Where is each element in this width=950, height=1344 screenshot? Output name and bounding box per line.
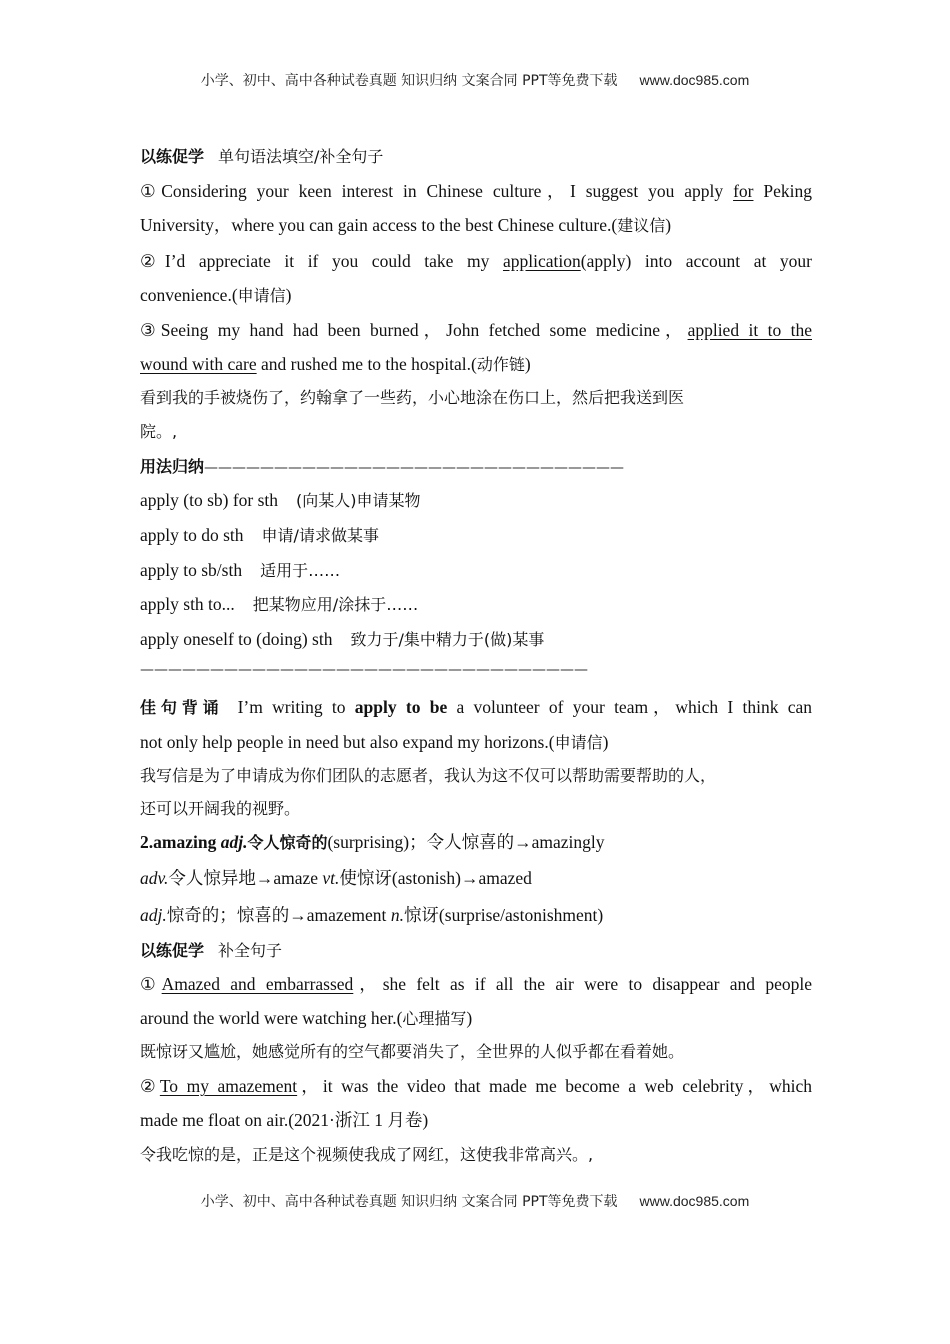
question-1-line2: around the world were watching her.(心理描写) <box>140 1008 473 1028</box>
tag: 动作链 <box>476 355 525 374</box>
answer-blank: wound with care <box>140 354 257 374</box>
usage-item: apply sth to... 把某物应用/涂抹于…… <box>140 594 419 614</box>
translation: 我写信是为了申请成为你们团队的志愿者，我认为这不仅可以帮助需要帮助的人， <box>140 766 717 785</box>
question-1-line1: ①Amazed and embarrassed，she felt as if all the air were to disappear and people <box>140 974 812 994</box>
usage-item: apply to do sth 申请/请求做某事 <box>140 525 379 545</box>
question-2-line1: ②I’d appreciate it if you could take my application(apply) into account at your <box>140 251 812 271</box>
question-1-line1: ①Considering your keen interest in Chinese culture，I suggest you apply for Peking <box>140 181 812 201</box>
tag: 申请信 <box>554 733 603 752</box>
usage-item: apply (to sb) for sth (向某人)申请某物 <box>140 490 421 510</box>
page-footer <box>0 1191 950 1211</box>
answer-blank: application <box>502 251 581 271</box>
question-3-line1: ③Seeing my hand had been burned，John fetched some medicine，applied it to the <box>140 320 812 340</box>
footer-text: 小学、初中、高中各种试卷真题 知识归纳 文案合同 PPT等免费下载 <box>200 1194 618 1210</box>
usage-title: 用法归纳 <box>140 457 205 476</box>
usage-item: apply oneself to (doing) sth 致力于/集中精力于(做)某事 <box>140 629 545 649</box>
good-sentence-line2: not only help people in need but also expand my horizons.(申请信) <box>140 732 609 752</box>
question-2-line2: convenience.(申请信) <box>140 285 292 305</box>
section-heading <box>140 938 812 963</box>
translation: 院。, <box>140 422 178 441</box>
section-subtitle: 单句语法填空/补全句子 <box>218 147 384 166</box>
header-url[interactable]: www.doc985.com <box>639 72 750 88</box>
section-subtitle: 补全句子 <box>218 941 283 960</box>
translation: 看到我的手被烧伤了，约翰拿了一些药，小心地涂在伤口上，然后把我送到医 <box>140 388 685 407</box>
divider: ———————————————————————————————— <box>140 662 588 678</box>
usage-heading: 用法归纳—————————————————————————————— <box>140 457 625 476</box>
answer-blank: for <box>733 181 754 201</box>
word-entry-line2: adv.令人惊异地→amaze vt.使惊讶(astonish)→amazed <box>140 868 532 888</box>
section-title: 以练促学 <box>140 941 205 960</box>
footer-url[interactable]: www.doc985.com <box>639 1193 750 1209</box>
tag: 心理描写 <box>402 1009 467 1028</box>
answer-blank: To my amazement <box>159 1076 298 1096</box>
question-1-line2: University，where you can gain access to the best Chinese culture.(建议信) <box>140 215 672 235</box>
word-entry-line1: 2.amazing adj.令人惊奇的(surprising)；令人惊喜的→amazingly <box>140 832 605 852</box>
translation: 既惊讶又尴尬，她感觉所有的空气都要消失了，全世界的人似乎都在看着她。 <box>140 1042 685 1061</box>
headword: amazing <box>153 832 217 852</box>
usage-item: apply to sb/sth 适用于…… <box>140 560 341 580</box>
section-heading <box>140 144 812 169</box>
page-header <box>0 70 950 90</box>
tag: 申请信 <box>237 286 286 305</box>
answer-blank: Amazed and embarrassed <box>161 974 354 994</box>
good-sentence-title: 佳句背诵 <box>140 698 224 717</box>
question-2-line2: made me float on air.(2021·浙江 1 月卷) <box>140 1110 429 1130</box>
translation: 还可以开阔我的视野。 <box>140 799 301 818</box>
question-3-line2: wound with care and rushed me to the hospital.(动作链) <box>140 354 531 374</box>
header-text: 小学、初中、高中各种试卷真题 知识归纳 文案合同 PPT等免费下载 <box>200 73 618 89</box>
good-sentence-line1: 佳句背诵 I’m writing to apply to be a volunteer of your team，which I think can <box>140 697 812 717</box>
answer-blank: applied it to the <box>687 320 812 340</box>
key-phrase: apply to be <box>354 697 448 717</box>
word-entry-line3: adj.惊奇的；惊喜的→amazement n.惊讶(surprise/astonishment) <box>140 905 604 925</box>
section-title: 以练促学 <box>140 147 205 166</box>
tag: 建议信 <box>617 216 666 235</box>
question-2-line1: ②To my amazement，it was the video that made me become a web celebrity，which <box>140 1076 812 1096</box>
translation: 令我吃惊的是，正是这个视频使我成了网红，这使我非常高兴。, <box>140 1145 594 1164</box>
